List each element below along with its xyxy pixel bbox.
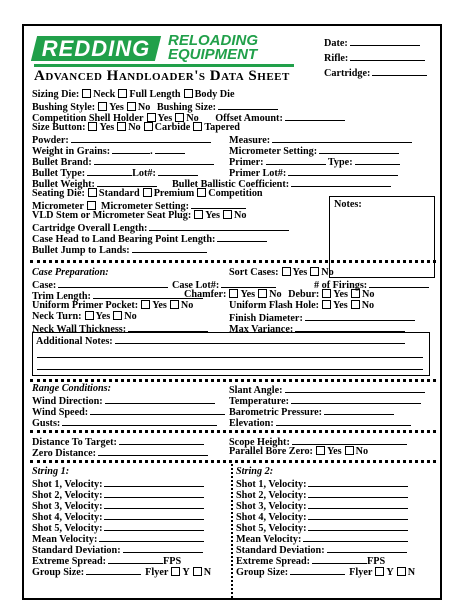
parallel-bore-zero-row[interactable]: Parallel Bore Zero: Yes No xyxy=(229,446,369,457)
bullet-brand-field[interactable]: Bullet Brand: xyxy=(32,155,214,168)
string1-shot5[interactable]: Shot 5, Velocity: xyxy=(32,521,204,534)
case-field[interactable]: Case: xyxy=(32,278,168,291)
cartridge-overall-length-field[interactable]: Cartridge Overall Length: xyxy=(32,221,289,234)
notes-line-2 xyxy=(37,369,423,370)
temperature-field[interactable]: Temperature: xyxy=(229,394,421,407)
string1-extreme-spread[interactable]: Extreme Spread: FPS xyxy=(32,556,182,567)
reloading-equipment-logo: RELOADING EQUIPMENT xyxy=(168,32,258,63)
additional-notes-box[interactable] xyxy=(32,332,430,376)
elevation-field[interactable]: Elevation: xyxy=(229,416,411,429)
string2-shot1[interactable]: Shot 1, Velocity: xyxy=(236,477,408,490)
case-lot-field[interactable]: Case Lot#: xyxy=(172,278,276,291)
divider-1 xyxy=(30,260,436,263)
string-1-heading: String 1: xyxy=(32,466,70,477)
string1-shot3[interactable]: Shot 3, Velocity: xyxy=(32,499,204,512)
num-firings-field[interactable]: # of Firings: xyxy=(314,278,429,291)
divider-3 xyxy=(30,430,436,433)
zero-distance-field[interactable]: Zero Distance: xyxy=(32,446,208,459)
date-field[interactable]: Date: xyxy=(324,36,420,49)
primer-field[interactable]: Primer: Type: xyxy=(229,155,400,168)
wind-speed-field[interactable]: Wind Speed: xyxy=(32,405,225,418)
string2-shot4[interactable]: Shot 4, Velocity: xyxy=(236,510,408,523)
string2-mean-velocity[interactable]: Mean Velocity: xyxy=(236,532,408,545)
string1-standard-deviation[interactable]: Standard Deviation: xyxy=(32,543,203,556)
bullet-weight-field[interactable]: Bullet Weight: xyxy=(32,177,157,190)
string-divider xyxy=(231,464,233,598)
rifle-field[interactable]: Rifle: xyxy=(324,51,425,64)
uniform-primer-pocket-row[interactable]: Uniform Primer Pocket: Yes No xyxy=(32,300,194,311)
string2-shot2[interactable]: Shot 2, Velocity: xyxy=(236,488,408,501)
string2-shot3[interactable]: Shot 3, Velocity: xyxy=(236,499,408,512)
data-sheet xyxy=(22,24,442,600)
notes-line-1 xyxy=(37,357,423,358)
additional-notes-label: Additional Notes: xyxy=(36,334,405,347)
weight-grains-field[interactable]: Weight in Grains: . xyxy=(32,144,185,157)
range-conditions-heading: Range Conditions: xyxy=(32,383,111,394)
shell-holder-row[interactable]: Competition Shell Holder Yes No Offset Amount: xyxy=(32,111,345,124)
sort-cases-row[interactable]: Sort Cases: Yes No xyxy=(229,267,334,278)
logo-rule xyxy=(34,64,294,67)
powder-field[interactable]: Powder: xyxy=(32,133,211,146)
sizing-die-row[interactable]: Sizing Die: Neck Full Length Body Die xyxy=(32,89,235,100)
bullet-type-field[interactable]: Bullet Type: Lot#: xyxy=(32,166,198,179)
scope-height-field[interactable]: Scope Height: xyxy=(229,435,407,448)
chamfer-debur-row[interactable]: Chamfer: Yes No Debur: Yes No xyxy=(184,289,375,300)
finish-diameter-field[interactable]: Finish Diameter: xyxy=(229,311,415,324)
string2-standard-deviation[interactable]: Standard Deviation: xyxy=(236,543,407,556)
trim-length-field[interactable]: Trim Length: xyxy=(32,289,203,302)
bullet-jump-field[interactable]: Bullet Jump to Lands: xyxy=(32,243,207,256)
barometric-pressure-field[interactable]: Barometric Pressure: xyxy=(229,405,394,418)
case-preparation-heading: Case Preparation: xyxy=(32,267,109,278)
redding-logo: REDDING xyxy=(31,36,161,61)
neck-wall-thickness-field[interactable]: Neck Wall Thickness: xyxy=(32,322,208,335)
cartridge-field[interactable]: Cartridge: xyxy=(324,66,427,79)
notes-box[interactable] xyxy=(329,196,435,278)
size-button-row[interactable]: Size Button: Yes No Carbide Tapered xyxy=(32,122,240,133)
divider-4 xyxy=(30,460,436,463)
string1-shot2[interactable]: Shot 2, Velocity: xyxy=(32,488,204,501)
micrometer-row[interactable]: Micrometer Micrometer Setting: xyxy=(32,199,246,212)
bushing-style-row[interactable]: Bushing Style: Yes No Bushing Size: xyxy=(32,100,278,113)
string2-group-size[interactable]: Group Size: Flyer Y N xyxy=(236,567,416,578)
wind-direction-field[interactable]: Wind Direction: xyxy=(32,394,215,407)
string1-shot1[interactable]: Shot 1, Velocity: xyxy=(32,477,204,490)
string2-extreme-spread[interactable]: Extreme Spread: FPS xyxy=(236,556,386,567)
slant-angle-field[interactable]: Slant Angle: xyxy=(229,383,425,396)
case-head-length-field[interactable]: Case Head to Land Bearing Point Length: xyxy=(32,232,267,245)
string1-mean-velocity[interactable]: Mean Velocity: xyxy=(32,532,204,545)
measure-field[interactable]: Measure: xyxy=(229,133,412,146)
string-2-heading: String 2: xyxy=(236,466,274,477)
primer-lot-field[interactable]: Primer Lot#: xyxy=(229,166,398,179)
string1-shot4[interactable]: Shot 4, Velocity: xyxy=(32,510,204,523)
max-variance-field[interactable]: Max Variance: xyxy=(229,322,405,335)
page-title: Advanced Handloader's Data Sheet xyxy=(34,68,290,84)
notes-label: Notes: xyxy=(334,199,362,210)
seating-die-row[interactable]: Seating Die: Standard Premium Competition xyxy=(32,188,263,199)
distance-to-target-field[interactable]: Distance To Target: xyxy=(32,435,204,448)
uniform-flash-hole-row[interactable]: Uniform Flash Hole: Yes No xyxy=(229,300,375,311)
string2-shot5[interactable]: Shot 5, Velocity: xyxy=(236,521,408,534)
neck-turn-row[interactable]: Neck Turn: Yes No xyxy=(32,311,137,322)
gusts-field[interactable]: Gusts: xyxy=(32,416,217,429)
divider-2 xyxy=(30,379,436,382)
vld-stem-row[interactable]: VLD Stem or Micrometer Seat Plug: Yes No xyxy=(32,210,247,221)
micrometer-setting-field[interactable]: Micrometer Setting: xyxy=(229,144,399,157)
string1-group-size[interactable]: Group Size: Flyer Y N xyxy=(32,567,212,578)
ballistic-coefficient-field[interactable]: Bullet Ballistic Coefficient: xyxy=(172,177,391,190)
